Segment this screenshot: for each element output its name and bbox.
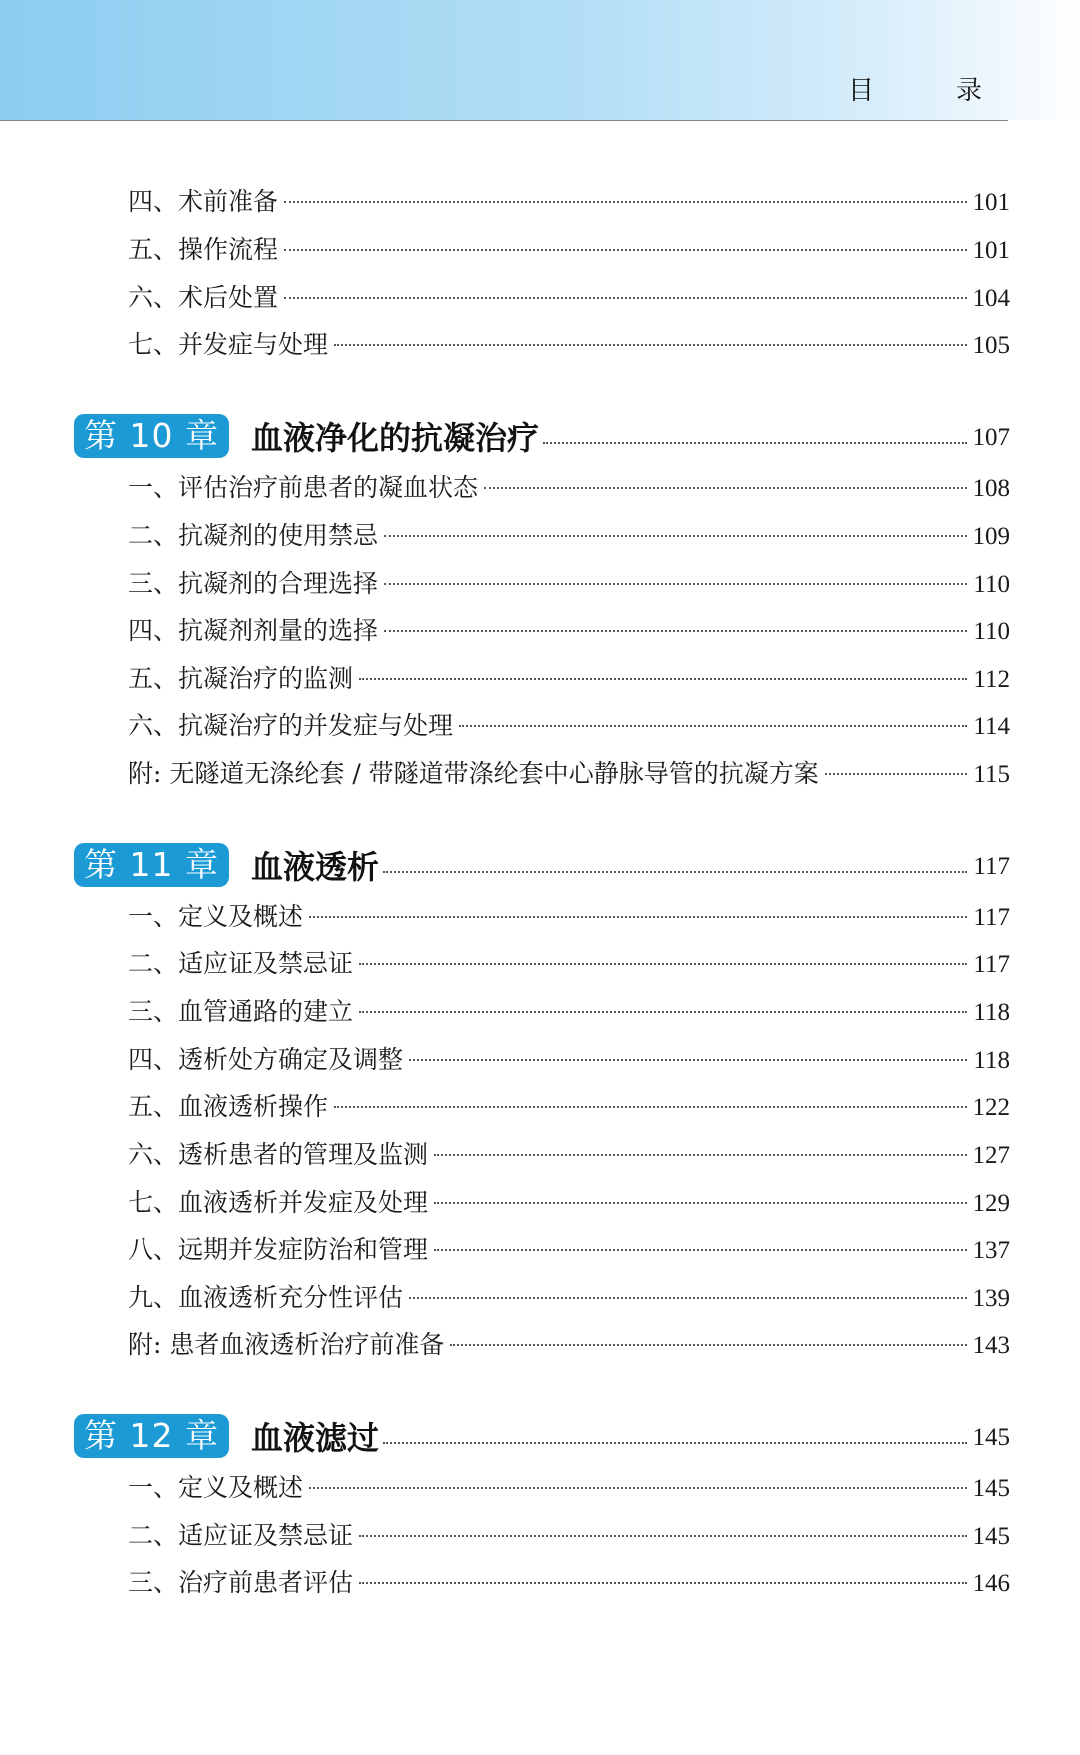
toc-entry-page: 139 xyxy=(972,1285,1010,1312)
toc-entry[interactable] xyxy=(128,233,1010,268)
chapter-title: 血液透析 xyxy=(250,848,379,886)
chapter-page: 107 xyxy=(972,424,1010,451)
chapter-badge: 第 11 章 xyxy=(74,843,229,887)
toc-entry-page: 108 xyxy=(972,475,1010,502)
toc-entry[interactable] xyxy=(128,1281,1010,1316)
chapter-heading-10[interactable] xyxy=(74,413,1010,459)
dot-leader xyxy=(434,1201,966,1204)
toc-entry-page: 101 xyxy=(972,237,1010,264)
toc-entry-page: 137 xyxy=(972,1237,1010,1264)
toc-entry-label: 九、血液透析充分性评估 xyxy=(128,1283,404,1312)
toc-entry-label: 六、术后处置 xyxy=(128,283,279,312)
toc-entry-label: 六、抗凝治疗的并发症与处理 xyxy=(128,711,454,740)
toc-entry-page: 122 xyxy=(972,1094,1010,1121)
toc-entry-page: 101 xyxy=(972,189,1010,216)
toc-entry[interactable] xyxy=(128,757,1010,792)
toc-entry-label: 八、远期并发症防治和管理 xyxy=(128,1235,429,1264)
dot-leader xyxy=(284,296,966,299)
toc-entry-page: 110 xyxy=(973,618,1010,645)
dot-leader xyxy=(359,1581,966,1584)
chapter-heading-11[interactable] xyxy=(74,842,1010,888)
toc-entry[interactable] xyxy=(128,328,1010,363)
chapter-heading-12[interactable] xyxy=(74,1413,1010,1459)
dot-leader xyxy=(434,1248,966,1251)
toc-entry[interactable] xyxy=(128,1328,1010,1363)
toc-entry-label: 二、抗凝剂的使用禁忌 xyxy=(128,521,379,550)
toc-entry[interactable] xyxy=(128,1186,1010,1221)
chapter-badge: 第 12 章 xyxy=(74,1414,229,1458)
chapter-badge: 第 10 章 xyxy=(74,414,229,458)
chapter-title: 血液滤过 xyxy=(250,1419,379,1457)
toc-entry-label: 二、适应证及禁忌证 xyxy=(128,949,354,978)
toc-entry[interactable] xyxy=(128,1233,1010,1268)
toc-entry[interactable] xyxy=(128,185,1010,220)
dot-leader xyxy=(450,1343,966,1346)
toc-entry-page: 115 xyxy=(973,761,1010,788)
dot-leader xyxy=(384,582,967,585)
dot-leader xyxy=(359,962,967,965)
toc-entry-page: 117 xyxy=(973,904,1010,931)
dot-leader xyxy=(383,1441,967,1444)
toc-entry[interactable] xyxy=(128,900,1010,935)
toc-entry-page: 118 xyxy=(973,999,1010,1026)
dot-leader xyxy=(359,677,967,680)
toc-entry-label: 三、抗凝剂的合理选择 xyxy=(128,569,379,598)
toc-entry[interactable] xyxy=(128,947,1010,982)
toc-entry-label: 七、并发症与处理 xyxy=(128,330,329,359)
dot-leader xyxy=(459,724,967,727)
dot-leader xyxy=(409,1296,966,1299)
dot-leader xyxy=(543,441,967,444)
toc-entry[interactable] xyxy=(128,614,1010,649)
toc-entry-label: 四、术前准备 xyxy=(128,187,279,216)
toc-entry[interactable] xyxy=(128,1566,1010,1601)
toc-entry[interactable] xyxy=(128,1519,1010,1554)
dot-leader xyxy=(384,534,966,537)
dot-leader xyxy=(484,486,966,489)
toc-entry[interactable] xyxy=(128,1138,1010,1173)
dot-leader xyxy=(334,343,966,346)
toc-entry-page: 143 xyxy=(972,1332,1010,1359)
dot-leader xyxy=(383,870,967,873)
toc-entry-label: 附: 无隧道无涤纶套 / 带隧道带涤纶套中心静脉导管的抗凝方案 xyxy=(128,759,819,788)
toc-entry-page: 110 xyxy=(973,571,1010,598)
toc-entry[interactable] xyxy=(128,1043,1010,1078)
toc-entry-label: 三、治疗前患者评估 xyxy=(128,1568,354,1597)
toc-entry[interactable] xyxy=(128,519,1010,554)
toc-entry-label: 四、抗凝剂剂量的选择 xyxy=(128,616,379,645)
toc-entry-page: 118 xyxy=(973,1047,1010,1074)
toc-entry[interactable] xyxy=(128,709,1010,744)
dot-leader xyxy=(309,1486,966,1489)
toc-entry[interactable] xyxy=(128,662,1010,697)
toc-entry-page: 117 xyxy=(973,951,1010,978)
toc-entry-label: 一、评估治疗前患者的凝血状态 xyxy=(128,473,479,502)
toc-entry-label: 五、抗凝治疗的监测 xyxy=(128,664,354,693)
toc-entry[interactable] xyxy=(128,567,1010,602)
dot-leader xyxy=(825,772,968,775)
toc-entry-label: 七、血液透析并发症及处理 xyxy=(128,1188,429,1217)
toc-entry-page: 145 xyxy=(972,1475,1010,1502)
toc-entry-label: 一、定义及概述 xyxy=(128,902,304,931)
dot-leader xyxy=(409,1058,967,1061)
toc-entry-label: 五、操作流程 xyxy=(128,235,279,264)
toc-entry-label: 四、透析处方确定及调整 xyxy=(128,1045,404,1074)
toc-entry-page: 145 xyxy=(972,1523,1010,1550)
toc-entry-label: 三、血管通路的建立 xyxy=(128,997,354,1026)
toc-entry-page: 104 xyxy=(972,285,1010,312)
toc-entry-page: 109 xyxy=(972,523,1010,550)
chapter-title: 血液净化的抗凝治疗 xyxy=(250,419,539,457)
toc-entry-page: 146 xyxy=(972,1570,1010,1597)
toc-entry-page: 112 xyxy=(973,666,1010,693)
chapter-page: 145 xyxy=(972,1424,1010,1451)
toc-entry-label: 二、适应证及禁忌证 xyxy=(128,1521,354,1550)
toc-entry-page: 114 xyxy=(973,713,1010,740)
toc-entry[interactable] xyxy=(128,1090,1010,1125)
dot-leader xyxy=(284,248,966,251)
dot-leader xyxy=(309,915,967,918)
toc-entry[interactable] xyxy=(128,471,1010,506)
toc-entry-label: 一、定义及概述 xyxy=(128,1473,304,1502)
toc-entry[interactable] xyxy=(128,1471,1010,1506)
dot-leader xyxy=(359,1534,966,1537)
toc-entry-page: 129 xyxy=(972,1190,1010,1217)
toc-entry-label: 附: 患者血液透析治疗前准备 xyxy=(128,1330,445,1359)
toc-entry-label: 五、血液透析操作 xyxy=(128,1092,329,1121)
toc-entry[interactable] xyxy=(128,281,1010,316)
dot-leader xyxy=(334,1105,966,1108)
dot-leader xyxy=(359,1010,967,1013)
dot-leader xyxy=(434,1153,966,1156)
toc-entry[interactable] xyxy=(128,995,1010,1030)
dot-leader xyxy=(384,629,967,632)
toc-entry-page: 127 xyxy=(972,1142,1010,1169)
page-title: 目 录 xyxy=(847,76,1010,106)
dot-leader xyxy=(284,200,966,203)
toc-entry-page: 105 xyxy=(972,332,1010,359)
chapter-page: 117 xyxy=(973,853,1010,880)
toc-entry-label: 六、透析患者的管理及监测 xyxy=(128,1140,429,1169)
